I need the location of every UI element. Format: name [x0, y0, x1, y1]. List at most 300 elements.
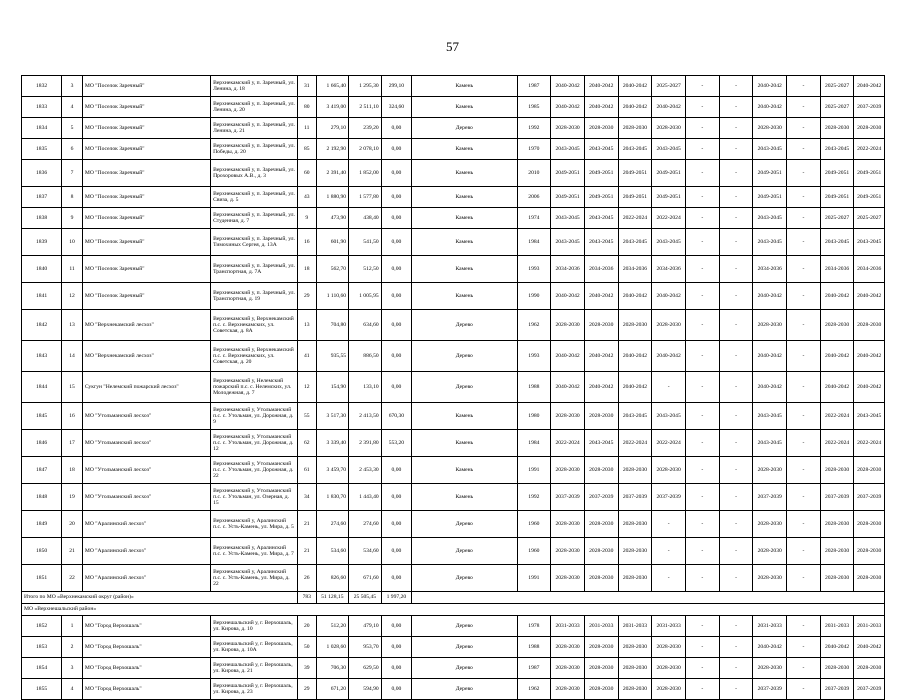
cell-period-4: 2025-2027 [652, 76, 686, 97]
cell-period-8: - [787, 457, 821, 484]
cell-row-index: 3 [62, 658, 83, 679]
cell-owner-name: МО "Утольманский лесхоз" [82, 457, 210, 484]
cell-period-9: 2040-2042 [820, 283, 854, 310]
cell-wall-material: Дерево [412, 637, 517, 658]
cell-apartments-count: 60 [298, 160, 316, 187]
cell-period-3: 2022-2024 [618, 430, 652, 457]
cell-address: Верхнекамский у, п. Заречный, ул. Тимохиных Сергея, д. 13А [211, 229, 298, 256]
cell-period-2: 2040-2042 [584, 97, 618, 118]
cell-period-8: - [787, 229, 821, 256]
table-row [22, 430, 885, 457]
cell-wall-material: Камень [412, 283, 517, 310]
cell-period-3: 2028-2030 [618, 637, 652, 658]
cell-period-1: 2049-2051 [551, 187, 585, 208]
cell-row-index: 4 [62, 679, 83, 700]
cell-address: Верхнешальский у, г. Верхошаль, ул. Кирова, д. 10А [211, 637, 298, 658]
cell-period-3: 2031-2033 [618, 616, 652, 637]
cell-living-area: 541,50 [349, 229, 382, 256]
total-row [22, 592, 885, 604]
cell-period-10: 2037-2039 [854, 679, 885, 700]
cell-wall-material: Камень [412, 160, 517, 187]
cell-address: Верхнекамский у, Утольманский п.с. с. Утольман, ул. Дорожная, д. 9 [211, 403, 298, 430]
cell-row-index: 16 [62, 403, 83, 430]
cell-nonresidential-area: 0,00 [381, 565, 411, 592]
cell-wall-material: Камень [412, 76, 517, 97]
cell-period-9: 2040-2042 [820, 341, 854, 372]
cell-period-2: 2043-2045 [584, 139, 618, 160]
table-row [22, 658, 885, 679]
cell-period-6: - [719, 256, 753, 283]
cell-nonresidential-area: 0,00 [381, 484, 411, 511]
cell-period-7: 2037-2039 [753, 484, 787, 511]
cell-period-5: - [685, 372, 719, 403]
cell-period-3: 2040-2042 [618, 341, 652, 372]
cell-period-9: 2049-2051 [820, 187, 854, 208]
cell-period-10: 2040-2042 [854, 637, 885, 658]
cell-period-6: - [719, 76, 753, 97]
cell-period-7: 2034-2036 [753, 256, 787, 283]
cell-nonresidential-area: 0,00 [381, 457, 411, 484]
cell-period-10: 2028-2030 [854, 118, 885, 139]
cell-period-1: 2043-2045 [551, 208, 585, 229]
cell-living-area: 274,60 [349, 511, 382, 538]
cell-period-9: 2028-2030 [820, 538, 854, 565]
cell-period-2: 2040-2042 [584, 283, 618, 310]
cell-owner-name: МО "Поселок Заречный" [82, 76, 210, 97]
table-row [22, 118, 885, 139]
cell-wall-material: Камень [412, 430, 517, 457]
cell-apartments-count: 26 [298, 565, 316, 592]
cell-total-area: 3 419,00 [316, 97, 349, 118]
total-empty [412, 592, 885, 604]
cell-period-8: - [787, 208, 821, 229]
cell-living-area: 1 852,00 [349, 160, 382, 187]
cell-total-area: 279,10 [316, 118, 349, 139]
cell-period-1: 2028-2030 [551, 679, 585, 700]
cell-build-year: 1993 [517, 256, 551, 283]
cell-total-area: 3 517,30 [316, 403, 349, 430]
cell-period-8: - [787, 97, 821, 118]
total-label: Итого по МО «Верхнекамский округ (район)» [22, 592, 298, 604]
cell-wall-material: Камень [412, 403, 517, 430]
cell-build-year: 1992 [517, 118, 551, 139]
cell-period-7: 2031-2033 [753, 616, 787, 637]
cell-period-7: 2028-2030 [753, 565, 787, 592]
cell-owner-name: МО "Поселок Заречный" [82, 256, 210, 283]
cell-period-4: - [652, 372, 686, 403]
cell-record-number: 1841 [22, 283, 62, 310]
cell-period-4: 2043-2045 [652, 403, 686, 430]
cell-owner-name: МО "Аралинский лесхоз" [82, 565, 210, 592]
cell-period-1: 2040-2042 [551, 372, 585, 403]
cell-period-5: - [685, 310, 719, 341]
cell-apartments-count: 13 [298, 310, 316, 341]
cell-period-9: 2028-2030 [820, 118, 854, 139]
cell-apartments-count: 21 [298, 511, 316, 538]
cell-build-year: 1980 [517, 403, 551, 430]
cell-period-3: 2028-2030 [618, 118, 652, 139]
cell-wall-material: Камень [412, 256, 517, 283]
cell-period-5: - [685, 118, 719, 139]
cell-period-6: - [719, 372, 753, 403]
cell-apartments-count: 29 [298, 283, 316, 310]
cell-period-9: 2031-2033 [820, 616, 854, 637]
cell-period-5: - [685, 187, 719, 208]
cell-period-2: 2043-2045 [584, 208, 618, 229]
cell-period-6: - [719, 341, 753, 372]
cell-period-9: 2043-2045 [820, 139, 854, 160]
cell-record-number: 1833 [22, 97, 62, 118]
cell-period-6: - [719, 637, 753, 658]
cell-wall-material: Дерево [412, 565, 517, 592]
cell-period-5: - [685, 616, 719, 637]
cell-period-10: 2031-2033 [854, 616, 885, 637]
cell-apartments-count: 43 [298, 187, 316, 208]
cell-period-10: 2040-2042 [854, 341, 885, 372]
cell-nonresidential-area: 0,00 [381, 341, 411, 372]
cell-owner-name: МО "Аралинский лесхоз" [82, 538, 210, 565]
cell-period-1: 2049-2051 [551, 160, 585, 187]
cell-period-7: 2043-2045 [753, 139, 787, 160]
cell-period-3: 2022-2024 [618, 208, 652, 229]
cell-apartments-count: 21 [298, 538, 316, 565]
cell-address: Верхнекамский у, Утольманский п.с. с. Утольман, ул. Озерная, д. 15 [211, 484, 298, 511]
cell-wall-material: Камень [412, 187, 517, 208]
table-row [22, 76, 885, 97]
cell-period-8: - [787, 139, 821, 160]
cell-period-4: 2040-2042 [652, 97, 686, 118]
cell-record-number: 1854 [22, 658, 62, 679]
cell-living-area: 512,50 [349, 256, 382, 283]
cell-period-7: 2043-2045 [753, 403, 787, 430]
cell-period-7: 2043-2045 [753, 229, 787, 256]
cell-owner-name: МО "Город Верхошаль" [82, 616, 210, 637]
cell-living-area: 239,20 [349, 118, 382, 139]
cell-row-index: 3 [62, 76, 83, 97]
cell-apartments-count: 61 [298, 457, 316, 484]
cell-period-10: 2034-2036 [854, 256, 885, 283]
cell-nonresidential-area: 0,00 [381, 372, 411, 403]
cell-period-7: 2040-2042 [753, 97, 787, 118]
cell-period-4: - [652, 538, 686, 565]
cell-record-number: 1836 [22, 160, 62, 187]
cell-nonresidential-area: 0,00 [381, 118, 411, 139]
cell-period-10: 2028-2030 [854, 565, 885, 592]
cell-living-area: 1 443,40 [349, 484, 382, 511]
cell-period-1: 2028-2030 [551, 538, 585, 565]
cell-apartments-count: 41 [298, 341, 316, 372]
cell-period-3: 2028-2030 [618, 565, 652, 592]
cell-row-index: 18 [62, 457, 83, 484]
cell-owner-name: МО "Поселок Заречный" [82, 139, 210, 160]
cell-total-area: 1 110,60 [316, 283, 349, 310]
cell-period-8: - [787, 511, 821, 538]
cell-record-number: 1853 [22, 637, 62, 658]
cell-period-4: 2022-2024 [652, 430, 686, 457]
cell-row-index: 14 [62, 341, 83, 372]
cell-nonresidential-area: 0,00 [381, 616, 411, 637]
cell-address: Верхнекамский у, Утольманский п.с. с. Утольман, ул. Дорожная, д. 12 [211, 430, 298, 457]
cell-period-7: 2043-2045 [753, 430, 787, 457]
cell-total-area: 562,70 [316, 256, 349, 283]
cell-period-3: 2040-2042 [618, 372, 652, 403]
cell-period-7: 2040-2042 [753, 283, 787, 310]
table-row [22, 565, 885, 592]
cell-nonresidential-area: 0,00 [381, 637, 411, 658]
cell-total-area: 2 192,90 [316, 139, 349, 160]
cell-apartments-count: 18 [298, 256, 316, 283]
cell-period-8: - [787, 187, 821, 208]
cell-period-7: 2049-2051 [753, 160, 787, 187]
table-row [22, 256, 885, 283]
cell-owner-name: МО "Поселок Заречный" [82, 187, 210, 208]
cell-living-area: 2 391,80 [349, 430, 382, 457]
cell-period-10: 2022-2024 [854, 430, 885, 457]
cell-total-area: 473,90 [316, 208, 349, 229]
cell-period-3: 2028-2030 [618, 679, 652, 700]
cell-period-6: - [719, 538, 753, 565]
cell-period-5: - [685, 403, 719, 430]
cell-apartments-count: 62 [298, 430, 316, 457]
cell-period-7: 2040-2042 [753, 637, 787, 658]
cell-wall-material: Камень [412, 97, 517, 118]
cell-owner-name: МО "Поселок Заречный" [82, 229, 210, 256]
cell-period-4: 2028-2030 [652, 118, 686, 139]
cell-period-5: - [685, 679, 719, 700]
cell-living-area: 534,60 [349, 538, 382, 565]
cell-apartments-count: 16 [298, 229, 316, 256]
cell-record-number: 1837 [22, 187, 62, 208]
total-area-living: 25 505,45 [349, 592, 382, 604]
cell-apartments-count: 11 [298, 118, 316, 139]
cell-period-2: 2028-2030 [584, 310, 618, 341]
cell-address: Верхнекамский у, Верхнекамский п.с. с. Верхнекамских, ул. Советская, д. 20 [211, 341, 298, 372]
cell-total-area: 935,55 [316, 341, 349, 372]
cell-owner-name: МО "Поселок Заречный" [82, 160, 210, 187]
cell-living-area: 1 577,80 [349, 187, 382, 208]
cell-period-6: - [719, 97, 753, 118]
cell-period-10: 2028-2030 [854, 511, 885, 538]
cell-period-8: - [787, 538, 821, 565]
cell-period-7: 2028-2030 [753, 457, 787, 484]
cell-period-10: 2037-2039 [854, 97, 885, 118]
cell-period-2: 2043-2045 [584, 229, 618, 256]
table-row [22, 341, 885, 372]
table-row [22, 511, 885, 538]
cell-period-7: 2040-2042 [753, 372, 787, 403]
cell-owner-name: МО "Утольманский лесхоз" [82, 403, 210, 430]
cell-period-8: - [787, 118, 821, 139]
cell-period-8: - [787, 160, 821, 187]
cell-address: Верхнекамский у, п. Заречный, ул. Ленина, д. 20 [211, 97, 298, 118]
cell-period-3: 2040-2042 [618, 283, 652, 310]
cell-period-2: 2043-2045 [584, 430, 618, 457]
cell-period-1: 2043-2045 [551, 139, 585, 160]
cell-living-area: 438,40 [349, 208, 382, 229]
cell-period-9: 2028-2030 [820, 658, 854, 679]
cell-row-index: 13 [62, 310, 83, 341]
cell-period-9: 2040-2042 [820, 637, 854, 658]
cell-period-2: 2028-2030 [584, 538, 618, 565]
cell-period-6: - [719, 283, 753, 310]
cell-period-7: 2040-2042 [753, 341, 787, 372]
cell-row-index: 15 [62, 372, 83, 403]
cell-apartments-count: 12 [298, 372, 316, 403]
cell-nonresidential-area: 0,00 [381, 538, 411, 565]
cell-row-index: 22 [62, 565, 83, 592]
table-row [22, 208, 885, 229]
cell-period-2: 2049-2051 [584, 160, 618, 187]
cell-period-1: 2040-2042 [551, 341, 585, 372]
cell-apartments-count: 50 [298, 637, 316, 658]
cell-owner-name: МО "Утольманский лесхоз" [82, 484, 210, 511]
cell-total-area: 1 028,60 [316, 637, 349, 658]
cell-period-9: 2028-2030 [820, 457, 854, 484]
cell-total-area: 1 665,40 [316, 76, 349, 97]
cell-period-5: - [685, 208, 719, 229]
cell-row-index: 10 [62, 229, 83, 256]
table-body-main [22, 76, 885, 592]
cell-period-8: - [787, 256, 821, 283]
cell-period-1: 2022-2024 [551, 430, 585, 457]
cell-period-2: 2028-2030 [584, 637, 618, 658]
cell-record-number: 1850 [22, 538, 62, 565]
cell-wall-material: Камень [412, 457, 517, 484]
total-apts: 783 [298, 592, 316, 604]
table-row [22, 538, 885, 565]
cell-period-10: 2028-2030 [854, 310, 885, 341]
cell-nonresidential-area: 0,00 [381, 229, 411, 256]
cell-record-number: 1845 [22, 403, 62, 430]
cell-address: Верхнешальский у, г. Верхошаль, ул. Кирова, д. 10 [211, 616, 298, 637]
cell-build-year: 2006 [517, 187, 551, 208]
cell-period-5: - [685, 637, 719, 658]
cell-period-10: 2028-2030 [854, 658, 885, 679]
cell-period-8: - [787, 637, 821, 658]
cell-living-area: 133,10 [349, 372, 382, 403]
table-row [22, 484, 885, 511]
cell-period-3: 2034-2036 [618, 256, 652, 283]
cell-period-6: - [719, 484, 753, 511]
cell-record-number: 1842 [22, 310, 62, 341]
cell-period-4: 2043-2045 [652, 229, 686, 256]
cell-row-index: 20 [62, 511, 83, 538]
cell-address: Верхнекамский у, п. Заречный, ул. Ленина, д. 18 [211, 76, 298, 97]
cell-period-6: - [719, 658, 753, 679]
cell-build-year: 1991 [517, 457, 551, 484]
table-body-second [22, 616, 885, 700]
table-row [22, 160, 885, 187]
cell-period-5: - [685, 511, 719, 538]
cell-period-9: 2037-2039 [820, 679, 854, 700]
cell-period-7: 2028-2030 [753, 538, 787, 565]
cell-period-3: 2043-2045 [618, 403, 652, 430]
cell-address: Верхнекамский у, Утольманский п.с. с. Утольман, ул. Дорожная, д. 22 [211, 457, 298, 484]
cell-record-number: 1843 [22, 341, 62, 372]
cell-build-year: 1988 [517, 637, 551, 658]
cell-period-10: 2043-2045 [854, 229, 885, 256]
cell-period-5: - [685, 341, 719, 372]
cell-total-area: 706,30 [316, 658, 349, 679]
cell-record-number: 1835 [22, 139, 62, 160]
cell-owner-name: МО "Поселок Заречный" [82, 118, 210, 139]
cell-record-number: 1839 [22, 229, 62, 256]
cell-period-3: 2028-2030 [618, 658, 652, 679]
cell-period-6: - [719, 160, 753, 187]
cell-living-area: 886,50 [349, 341, 382, 372]
cell-build-year: 1960 [517, 511, 551, 538]
cell-period-4: 2028-2030 [652, 637, 686, 658]
cell-living-area: 1 005,95 [349, 283, 382, 310]
cell-owner-name: МО "Утольманский лесхоз" [82, 430, 210, 457]
cell-period-9: 2034-2036 [820, 256, 854, 283]
cell-period-1: 2028-2030 [551, 658, 585, 679]
cell-period-5: - [685, 76, 719, 97]
cell-period-3: 2028-2030 [618, 457, 652, 484]
cell-period-8: - [787, 565, 821, 592]
cell-period-2: 2028-2030 [584, 511, 618, 538]
cell-period-2: 2031-2033 [584, 616, 618, 637]
table-row [22, 229, 885, 256]
cell-total-area: 2 391,40 [316, 160, 349, 187]
cell-period-5: - [685, 139, 719, 160]
cell-period-2: 2040-2042 [584, 372, 618, 403]
cell-period-8: - [787, 310, 821, 341]
cell-period-4: 2028-2030 [652, 310, 686, 341]
cell-record-number: 1840 [22, 256, 62, 283]
cell-period-2: 2040-2042 [584, 341, 618, 372]
cell-wall-material: Дерево [412, 616, 517, 637]
cell-record-number: 1851 [22, 565, 62, 592]
housing-register-table [21, 75, 885, 700]
cell-address: Верхнекамский у, Аралинский п.с. с. Усть-Камень, ул. Мира, д. 7 [211, 538, 298, 565]
cell-total-area: 601,90 [316, 229, 349, 256]
cell-row-index: 19 [62, 484, 83, 511]
cell-period-7: 2028-2030 [753, 511, 787, 538]
cell-record-number: 1855 [22, 679, 62, 700]
cell-address: Верхнекамский у, п. Заречный, ул. Свиза, д. 5 [211, 187, 298, 208]
cell-row-index: 12 [62, 283, 83, 310]
cell-period-1: 2028-2030 [551, 403, 585, 430]
cell-period-1: 2040-2042 [551, 76, 585, 97]
cell-build-year: 1984 [517, 229, 551, 256]
cell-total-area: 826,60 [316, 565, 349, 592]
cell-row-index: 7 [62, 160, 83, 187]
cell-period-3: 2037-2039 [618, 484, 652, 511]
cell-nonresidential-area: 0,00 [381, 256, 411, 283]
cell-total-area: 3 459,70 [316, 457, 349, 484]
cell-period-3: 2043-2045 [618, 229, 652, 256]
table-row [22, 403, 885, 430]
cell-living-area: 953,70 [349, 637, 382, 658]
cell-row-index: 5 [62, 118, 83, 139]
table-row [22, 679, 885, 700]
cell-period-4: 2022-2024 [652, 208, 686, 229]
cell-period-8: - [787, 403, 821, 430]
cell-owner-name: Сукгун "Нелемский пожарский лесхоз" [82, 372, 210, 403]
cell-period-1: 2028-2030 [551, 637, 585, 658]
cell-address: Верхнекамский у, п. Заречный, ул. Ленина, д. 21 [211, 118, 298, 139]
cell-nonresidential-area: 670,30 [381, 403, 411, 430]
cell-period-10: 2028-2030 [854, 457, 885, 484]
cell-record-number: 1832 [22, 76, 62, 97]
cell-period-9: 2049-2051 [820, 160, 854, 187]
cell-living-area: 1 295,30 [349, 76, 382, 97]
cell-period-6: - [719, 679, 753, 700]
cell-wall-material: Дерево [412, 658, 517, 679]
cell-total-area: 704,80 [316, 310, 349, 341]
cell-address: Верхнекамский у, Аралинский п.с. с. Усть-Камень, ул. Мира, д. 5 [211, 511, 298, 538]
